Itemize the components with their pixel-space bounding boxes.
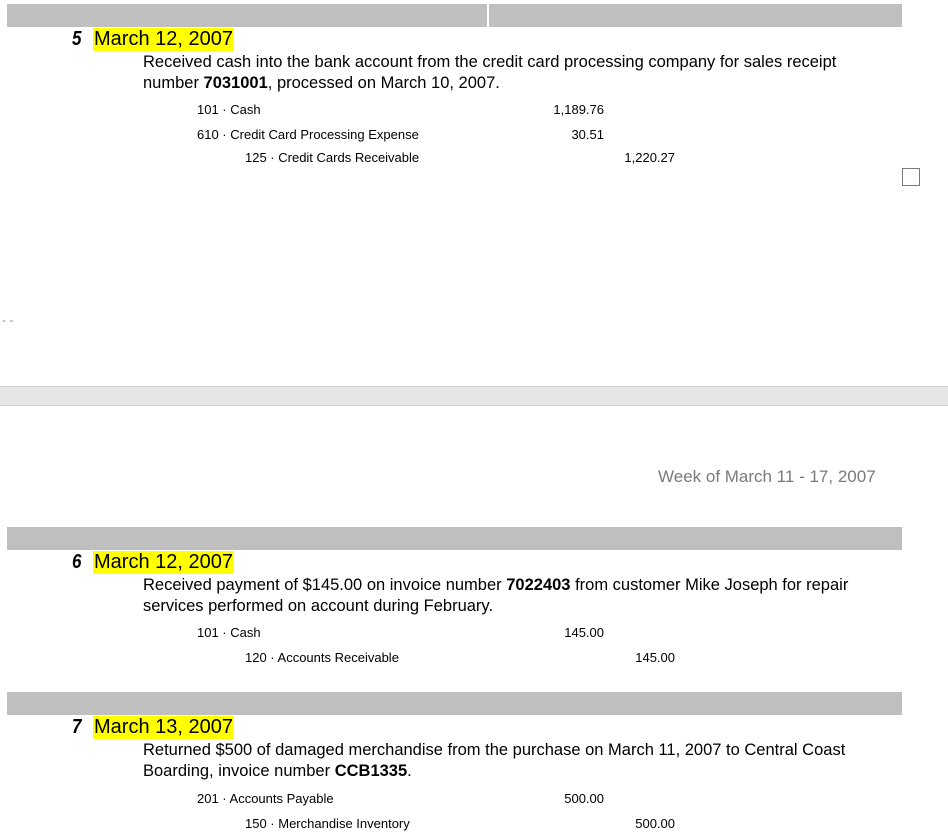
account-line: 125 · Credit Cards Receivable xyxy=(245,150,420,165)
account-line: 610 · Credit Card Processing Expense xyxy=(197,127,419,142)
entry-description xyxy=(143,740,863,782)
entry-header-bar xyxy=(7,4,902,27)
entry-number: 6 xyxy=(72,551,82,573)
dash-mark: - - xyxy=(2,313,14,327)
entry-header-bar xyxy=(7,692,902,715)
account-line: 120 · Accounts Receivable xyxy=(245,650,399,665)
entry-number: 5 xyxy=(72,28,82,50)
debit-amount: 145.00 xyxy=(564,625,604,640)
entry-date: March 13, 2007 xyxy=(94,716,233,738)
debit-amount: 30.51 xyxy=(571,127,604,142)
checkbox[interactable] xyxy=(902,168,920,186)
week-header: Week of March 11 - 17, 2007 xyxy=(658,467,876,486)
entry-date: March 12, 2007 xyxy=(94,28,233,50)
description-text: Received payment of $145.00 on invoice number xyxy=(143,576,507,594)
entry-description xyxy=(143,575,863,617)
invoice-number: CCB1335 xyxy=(334,762,408,780)
account-line: 101 · Cash xyxy=(197,625,261,640)
description-text: from customer Mike Joseph for repair services performed on account during February. xyxy=(143,576,849,615)
description-text: Returned $500 of damaged merchandise from the purchase on March 11, 2007 to Central Coast Boarding, invoice number xyxy=(143,741,846,780)
debit-amount: 500.00 xyxy=(564,791,604,806)
account-line: 201 · Accounts Payable xyxy=(197,791,334,806)
entry-header-bar xyxy=(7,527,902,550)
bar-divider xyxy=(487,4,489,27)
description-text: Received cash into the bank account from the credit card processing company for sales receipt number xyxy=(143,53,837,92)
credit-amount: 145.00 xyxy=(635,650,675,665)
credit-amount: 1,220.27 xyxy=(624,150,675,165)
entry-description xyxy=(143,52,863,94)
receipt-number: 7031001 xyxy=(203,74,268,92)
credit-amount: 500.00 xyxy=(635,816,675,831)
invoice-number: 7022403 xyxy=(506,576,571,594)
debit-amount: 1,189.76 xyxy=(553,102,604,117)
account-line: 150 · Merchandise Inventory xyxy=(245,816,410,831)
account-line: 101 · Cash xyxy=(197,102,261,117)
description-text: . xyxy=(407,762,412,780)
entry-date: March 12, 2007 xyxy=(94,551,233,573)
description-text: , processed on March 10, 2007. xyxy=(267,74,500,92)
entry-number: 7 xyxy=(72,716,82,738)
page-break xyxy=(0,386,948,406)
